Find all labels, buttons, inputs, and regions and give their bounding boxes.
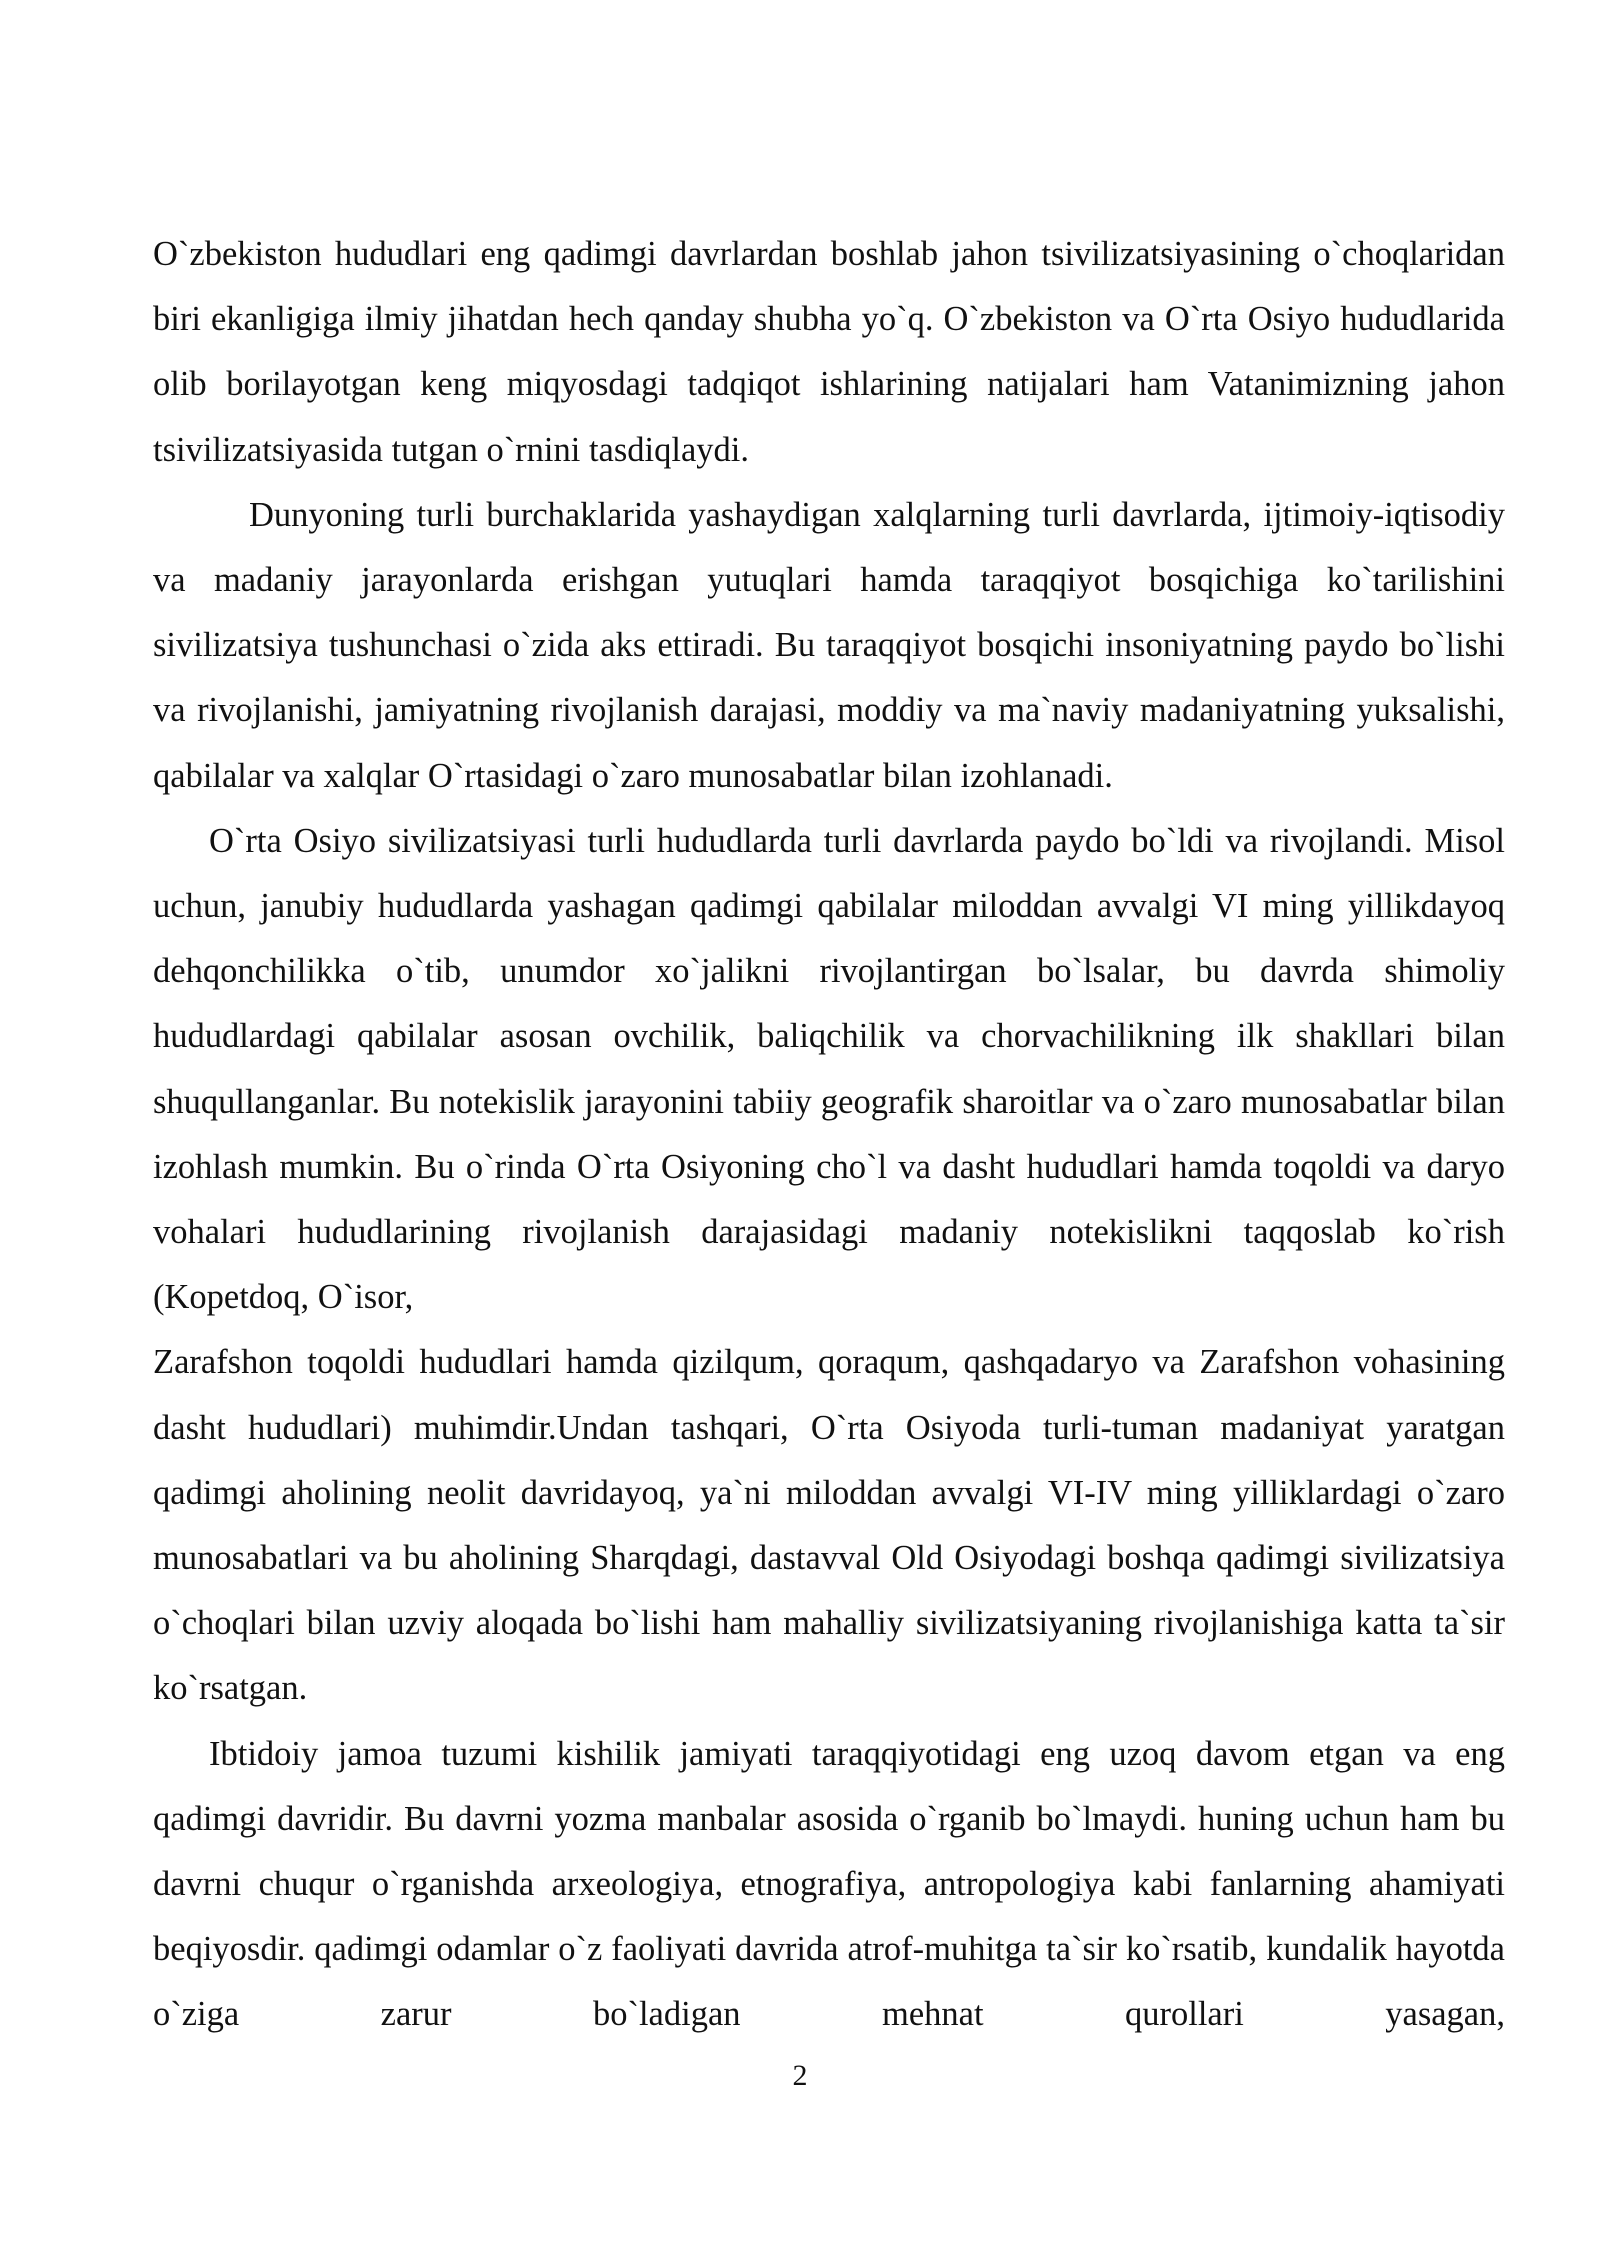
paragraph-2: Dunyoning turli burchaklarida yashaydigan xalqlarning turli davrlarda, ijtimoiy-iqtisodiy va madaniy jarayonlarda erishgan yutuqlari hamda taraqqiyot bosqichiga ko`tarilishini sivilizatsiya tushunchasi o`zida aks ettiradi. Bu taraqqiyot bosqichi insoniyatning paydo bo`lishi va rivojlanishi, jamiyatning rivojlanish darajasi, moddiy va ma`naviy madaniyatning yuksalishi, qabilalar va xalqlar O`rtasidagi o`zaro munosabatlar bilan izohlanadi. [153,495,1505,795]
paragraph-3: O`rta Osiyo sivilizatsiyasi turli hududlarda turli davrlarda paydo bo`ldi va rivojlandi. Misol uchun, janubiy hududlarda yashagan qadimgi qabilalar miloddan avvalgi VI ming yillikdayoq dehqonchilikka o`tib, unumdor xo`jalikni rivojlantirgan bo`lsalar, bu davrda shimoliy hududlardagi qabilalar asosan ovchilik, baliqchilik va chorvachilikning ilk shakllari bilan shuqullanganlar. Bu notekislik jarayonini tabiiy geografik sharoitlar va o`zaro munosabatlar bilan izohlash mumkin. Bu o`rinda O`rta Osiyoning cho`l va dasht hududlari hamda toqoldi va daryo vohalari hududlarining rivojlanish darajasidagi madaniy notekislikni taqqoslab ko`rish (Kopetdoq, O`isor, [153,821,1505,1317]
page-number: 2 [792,2059,808,2092]
document-body [153,222,1505,2048]
paragraph-4: Zarafshon toqoldi hududlari hamda qizilqum, qoraqum, qashqadaryo va Zarafshon vohasining dasht hududlari) muhimdir.Undan tashqari, O`rta Osiyoda turli-tuman madaniyat yaratgan qadimgi aholining neolit davridayoq, ya`ni miloddan avvalgi VI-IV ming yilliklardagi o`zaro munosabatlari va bu aholining Sharqdagi, dastavval Old Osiyodagi boshqa qadimgi sivilizatsiya o`choqlari bilan uzviy aloqada bo`lishi ham mahalliy sivilizatsiyaning rivojlanishiga katta ta`sir ko`rsatgan. [153,1343,1505,1708]
paragraph-5: Ibtidoiy jamoa tuzumi kishilik jamiyati taraqqiyotidagi eng uzoq davom etgan va eng qadimgi davridir. Bu davrni yozma manbalar asosida o`rganib bo`lmaydi. huning uchun ham bu davrni chuqur o`rganishda arxeologiya, etnografiya, antropologiya kabi fanlarning ahamiyati beqiyosdir. qadimgi odamlar o`z faoliyati davrida atrof-muhitga ta`sir ko`rsatib, kundalik hayotda o`ziga zarur bo`ladigan mehnat qurollari yasagan, [153,1734,1505,2034]
paragraph-1: O`zbekiston hududlari eng qadimgi davrlardan boshlab jahon tsivilizatsiyasining o`choqlaridan biri ekanligiga ilmiy jihatdan hech qanday shubha yo`q. O`zbekiston va O`rta Osiyo hududlarida olib borilayotgan keng miqyosdagi tadqiqot ishlarining natijalari ham Vatanimizning jahon tsivilizatsiyasida tutgan o`rnini tasdiqlaydi. [153,235,1505,469]
